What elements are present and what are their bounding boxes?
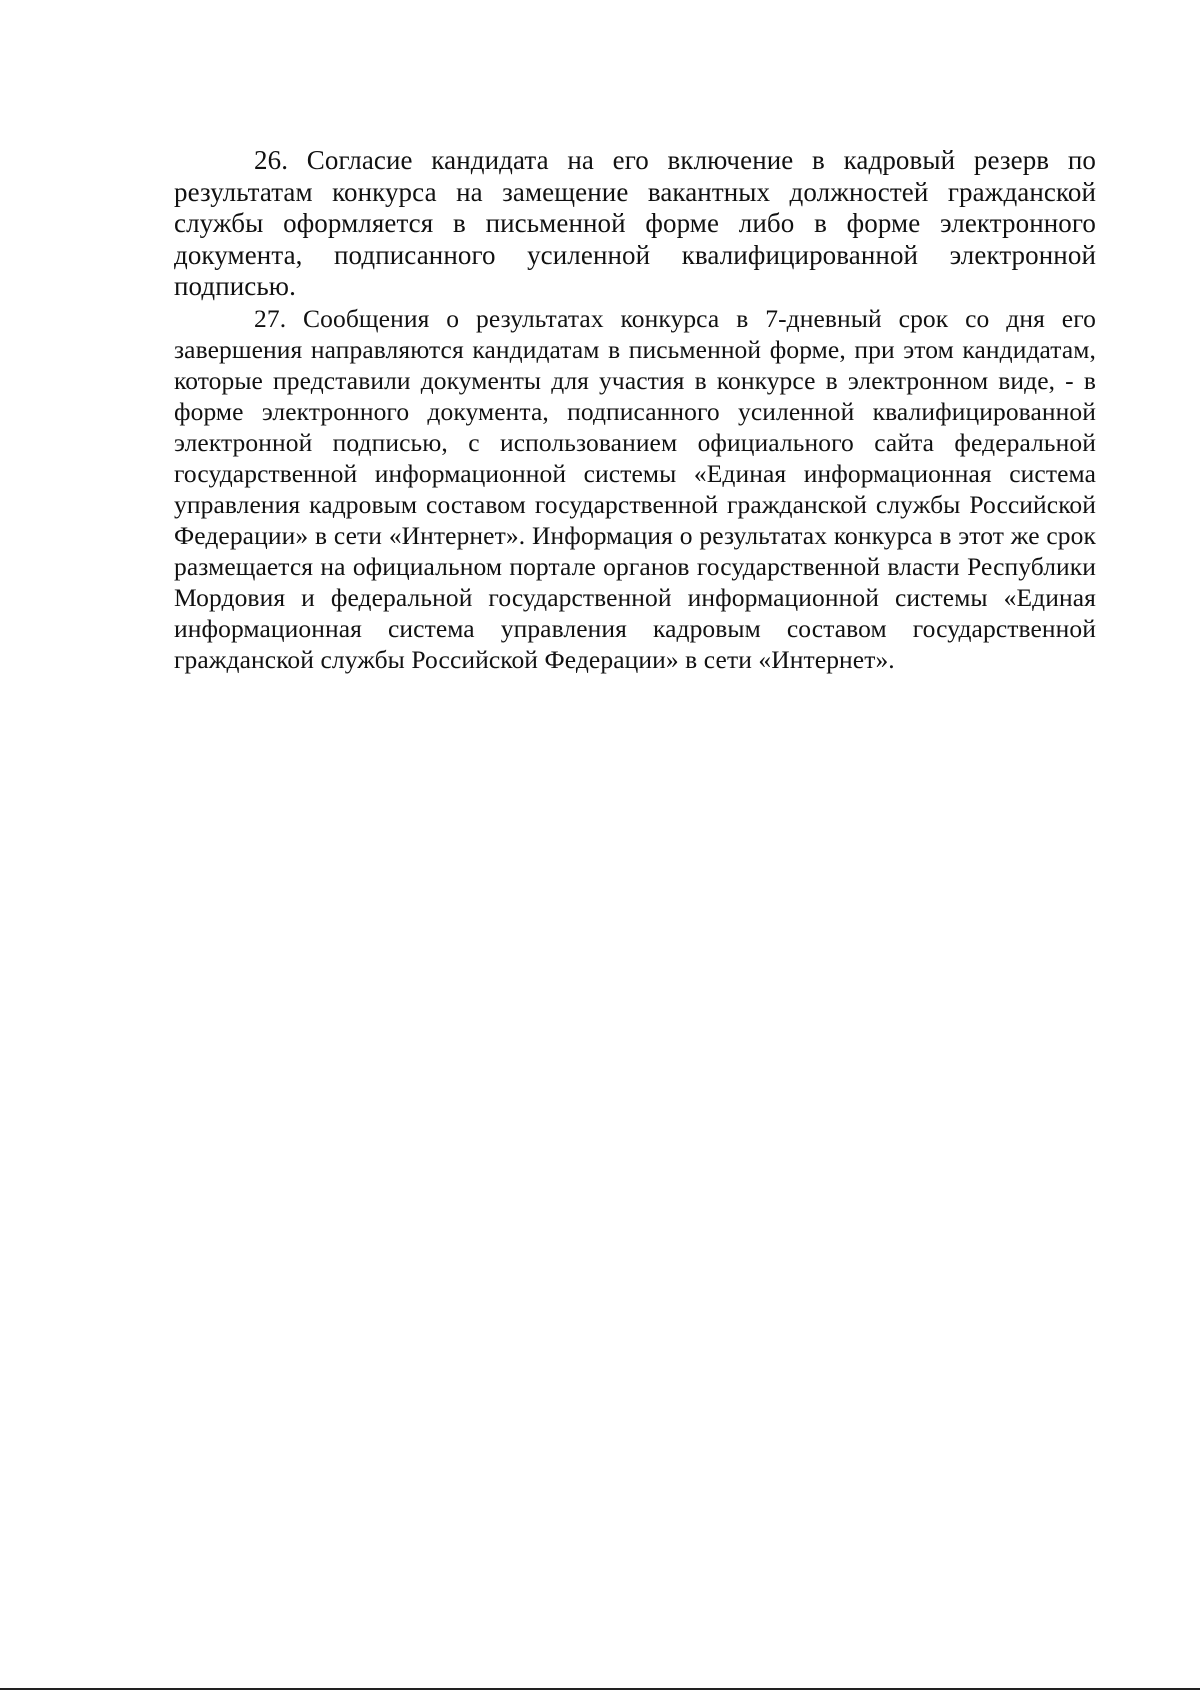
paragraph-26: 26. Согласие кандидата на его включение в кадровый резерв по результатам конкурса на замещение вакантных должностей гражданской службы оформляется в письменной форме либо в форме электронного документа, подписанного усиленной квалифицированной электронной подписью. xyxy=(174,145,1096,301)
page-bottom-rule xyxy=(0,1688,1200,1690)
paragraph-27: 27. Сообщения о результатах конкурса в 7-дневный срок со дня его завершения направляются кандидатам в письменной форме, при этом кандидатам, которые представили документы для участия в конкурсе в электронном виде, - в форме электронного документа, подписанного усиленной квалифицированной электронной подписью, с использованием официального сайта федеральной государственной информационной системы «Единая информационная система управления кадровым составом государственной гражданской службы Российской Федерации» в сети «Интернет». Информация о результатах конкурса в этот же срок размещается на официальном портале органов государственной власти Республики Мордовия и федеральной государственной информационной системы «Единая информационная система управления кадровым составом государственной гражданской службы Российской Федерации» в сети «Интернет». xyxy=(174,303,1096,674)
document-body xyxy=(174,145,1096,675)
